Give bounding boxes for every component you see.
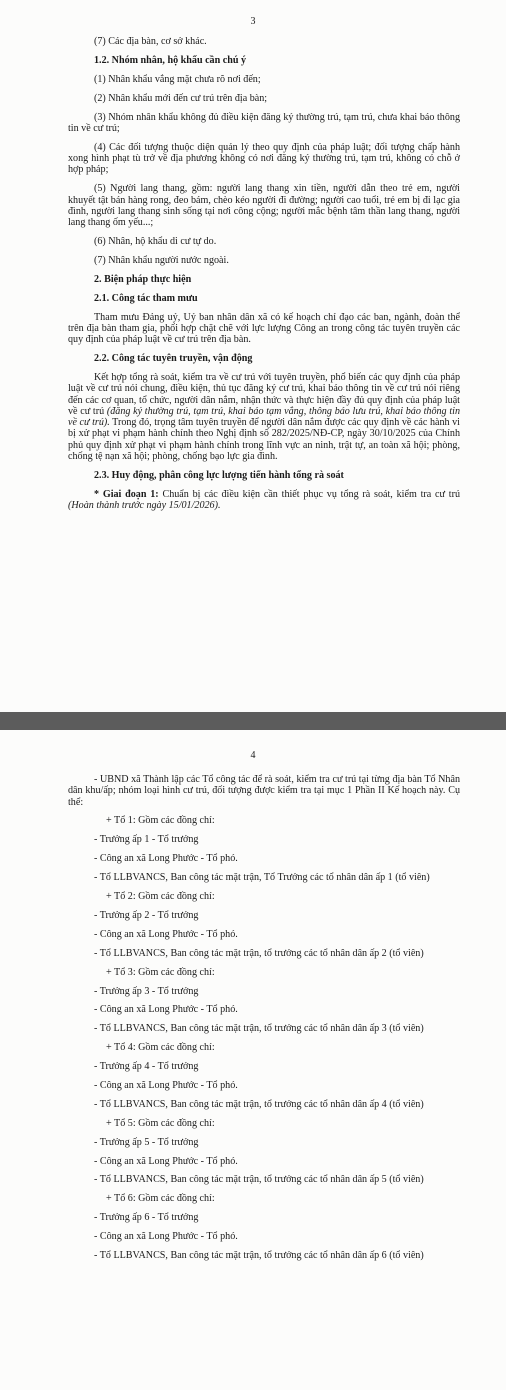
team-heading: + Tổ 4: Gồm các đồng chí: [106, 1042, 215, 1054]
team-heading: + Tổ 5: Gồm các đồng chí: [106, 1117, 215, 1129]
team-block [68, 891, 460, 959]
paragraph: - UBND xã Thành lập các Tổ công tác để rà soát, kiểm tra cư trú tại từng địa bàn Tổ Nhân dân khu/ấp; nhóm loại hình cư trú, đối tượng được kiểm tra tại mục 1 Phần II Kế hoạch này. Cụ thể: [68, 774, 460, 808]
paragraph-text: Trong đó, trọng tâm tuyên truyền để người dân nắm được các quy định về các hành vi bị xử phạt vi phạm hành chính theo Nghị định số 282/2025/NĐ-CP, ngày 30/10/2025 của Chính phủ quy định xử phạt vi phạm hành chính trong lĩnh vực an ninh, trật tự, an toàn xã hội; phòng, chống tệ nạn xã hội; phòng, chống bạo lực gia đình. [68, 417, 460, 463]
paragraph-italic: (đăng ký thường trú, tạm trú, khai báo tạm vắng, thông báo lưu trú, khai báo thông tin về cư trú). [68, 405, 460, 429]
document-page-4 [0, 730, 506, 1390]
team-heading: + Tổ 1: Gồm các đồng chí: [106, 815, 215, 827]
team-heading: + Tổ 2: Gồm các đồng chí: [106, 891, 215, 903]
list-item: (1) Nhân khẩu vắng mặt chưa rõ nơi đến; [94, 73, 261, 85]
paragraph-text: Kết hợp tổng rà soát, kiểm tra về cư trú với tuyên truyền, phổ biến các quy định của pháp luật về cư trú nói chung, điều kiện, thủ tục đăng ký cư trú, khai báo thông tin về cư trú nói riêng đến các cơ quan, tổ chức, người dân nắm, nhận thức và thực hiện đầy đủ quy định của pháp luật về cư trú [68, 371, 460, 417]
list-item: (5) Người lang thang, gồm: người lang thang xin tiền, người dẫn theo trẻ em, người khuyết tật bán hàng rong, đeo bám, chèo kéo người đi đường; người cao tuổi, trẻ em bị đi lạc gia đình, người lang thang sinh sống tại nơi công cộng; người mắc bệnh tâm thần lang thang, người lang thang ốm yếu...; [68, 183, 460, 229]
team-members: - Tổ LLBVANCS, Ban công tác mặt trận, tổ trưởng các tổ nhân dân ấp 3 (tổ viên) [94, 1023, 424, 1035]
paragraph [68, 489, 460, 512]
team-leader: - Trưởng ấp 3 - Tổ trưởng [94, 985, 199, 997]
team-deputy: - Công an xã Long Phước - Tổ phó. [94, 1079, 238, 1091]
team-deputy: - Công an xã Long Phước - Tổ phó. [94, 1155, 238, 1167]
subsection-heading: 2.1. Công tác tham mưu [94, 292, 198, 304]
page-number: 4 [250, 750, 256, 761]
page-content [68, 774, 460, 1269]
page-number: 3 [250, 16, 256, 27]
paragraph-text: Chuẩn bị các điều kiện cần thiết phục vụ tổng rà soát, kiểm tra cư trú [158, 488, 460, 500]
page-separator [0, 712, 506, 730]
section-heading: 1.2. Nhóm nhân, hộ khẩu cần chú ý [94, 54, 247, 66]
team-leader: - Trưởng ấp 4 - Tổ trưởng [94, 1061, 199, 1073]
team-deputy: - Công an xã Long Phước - Tổ phó. [94, 1004, 238, 1016]
team-heading: + Tổ 6: Gồm các đồng chí: [106, 1193, 215, 1205]
team-members: - Tổ LLBVANCS, Ban công tác mặt trận, Tổ Trưởng các tổ nhân dân ấp 1 (tổ viên) [94, 872, 430, 884]
team-members: - Tổ LLBVANCS, Ban công tác mặt trận, tổ trưởng các tổ nhân dân ấp 4 (tổ viên) [94, 1098, 424, 1110]
deadline-note: (Hoàn thành trước ngày 15/01/2026). [68, 500, 221, 512]
paragraph [68, 372, 460, 462]
team-leader: - Trưởng ấp 1 - Tổ trưởng [94, 834, 199, 846]
page-content [68, 36, 460, 519]
team-leader: - Trưởng ấp 6 - Tổ trưởng [94, 1212, 199, 1224]
team-block [68, 815, 460, 883]
team-deputy: - Công an xã Long Phước - Tổ phó. [94, 853, 238, 865]
section-heading: 2. Biện pháp thực hiện [94, 273, 192, 285]
team-leader: - Trưởng ấp 5 - Tổ trưởng [94, 1136, 199, 1148]
team-members: - Tổ LLBVANCS, Ban công tác mặt trận, tổ trưởng các tổ nhân dân ấp 5 (tổ viên) [94, 1174, 424, 1186]
team-leader: - Trưởng ấp 2 - Tổ trưởng [94, 909, 199, 921]
team-block [68, 1118, 460, 1186]
team-block [68, 1193, 460, 1261]
paragraph: Tham mưu Đảng uỷ, Uỷ ban nhân dân xã có kế hoạch chỉ đạo các ban, ngành, đoàn thể trên địa bàn tham gia, phối hợp chặt chẽ với lực lượng Công an trong công tác tuyên truyền các quy định của pháp luật về cư trú trên địa bàn. [68, 311, 460, 346]
stage-label: * Giai đoạn 1: [94, 488, 159, 500]
team-members: - Tổ LLBVANCS, Ban công tác mặt trận, tổ trưởng các tổ nhân dân ấp 2 (tổ viên) [94, 947, 424, 959]
team-members: - Tổ LLBVANCS, Ban công tác mặt trận, tổ trưởng các tổ nhân dân ấp 6 (tổ viên) [94, 1249, 424, 1261]
team-block [68, 1042, 460, 1110]
subsection-heading: 2.2. Công tác tuyên truyền, vận động [94, 353, 253, 365]
list-item: (4) Các đối tượng thuộc diện quản lý theo quy định của pháp luật; đối tượng chấp hành xong hình phạt tù trở về địa phương không có nơi đăng ký thường trú, tạm trú, không có chỗ ở hợp pháp; [68, 141, 460, 176]
list-item: (6) Nhân, hộ khẩu di cư tự do. [94, 236, 217, 248]
team-heading: + Tổ 3: Gồm các đồng chí: [106, 966, 215, 978]
list-item: (3) Nhóm nhân khẩu không đủ điều kiện đăng ký thường trú, tạm trú, chưa khai báo thông tin về cư trú; [68, 111, 460, 134]
team-block [68, 967, 460, 1035]
list-item: (7) Nhân khẩu người nước ngoài. [94, 254, 229, 266]
list-item: (2) Nhân khẩu mới đến cư trú trên địa bàn; [94, 92, 268, 104]
team-deputy: - Công an xã Long Phước - Tổ phó. [94, 928, 238, 940]
paragraph: (7) Các địa bàn, cơ sở khác. [94, 36, 207, 47]
subsection-heading: 2.3. Huy động, phân công lực lượng tiến hành tổng rà soát [94, 469, 344, 481]
team-deputy: - Công an xã Long Phước - Tổ phó. [94, 1231, 238, 1243]
